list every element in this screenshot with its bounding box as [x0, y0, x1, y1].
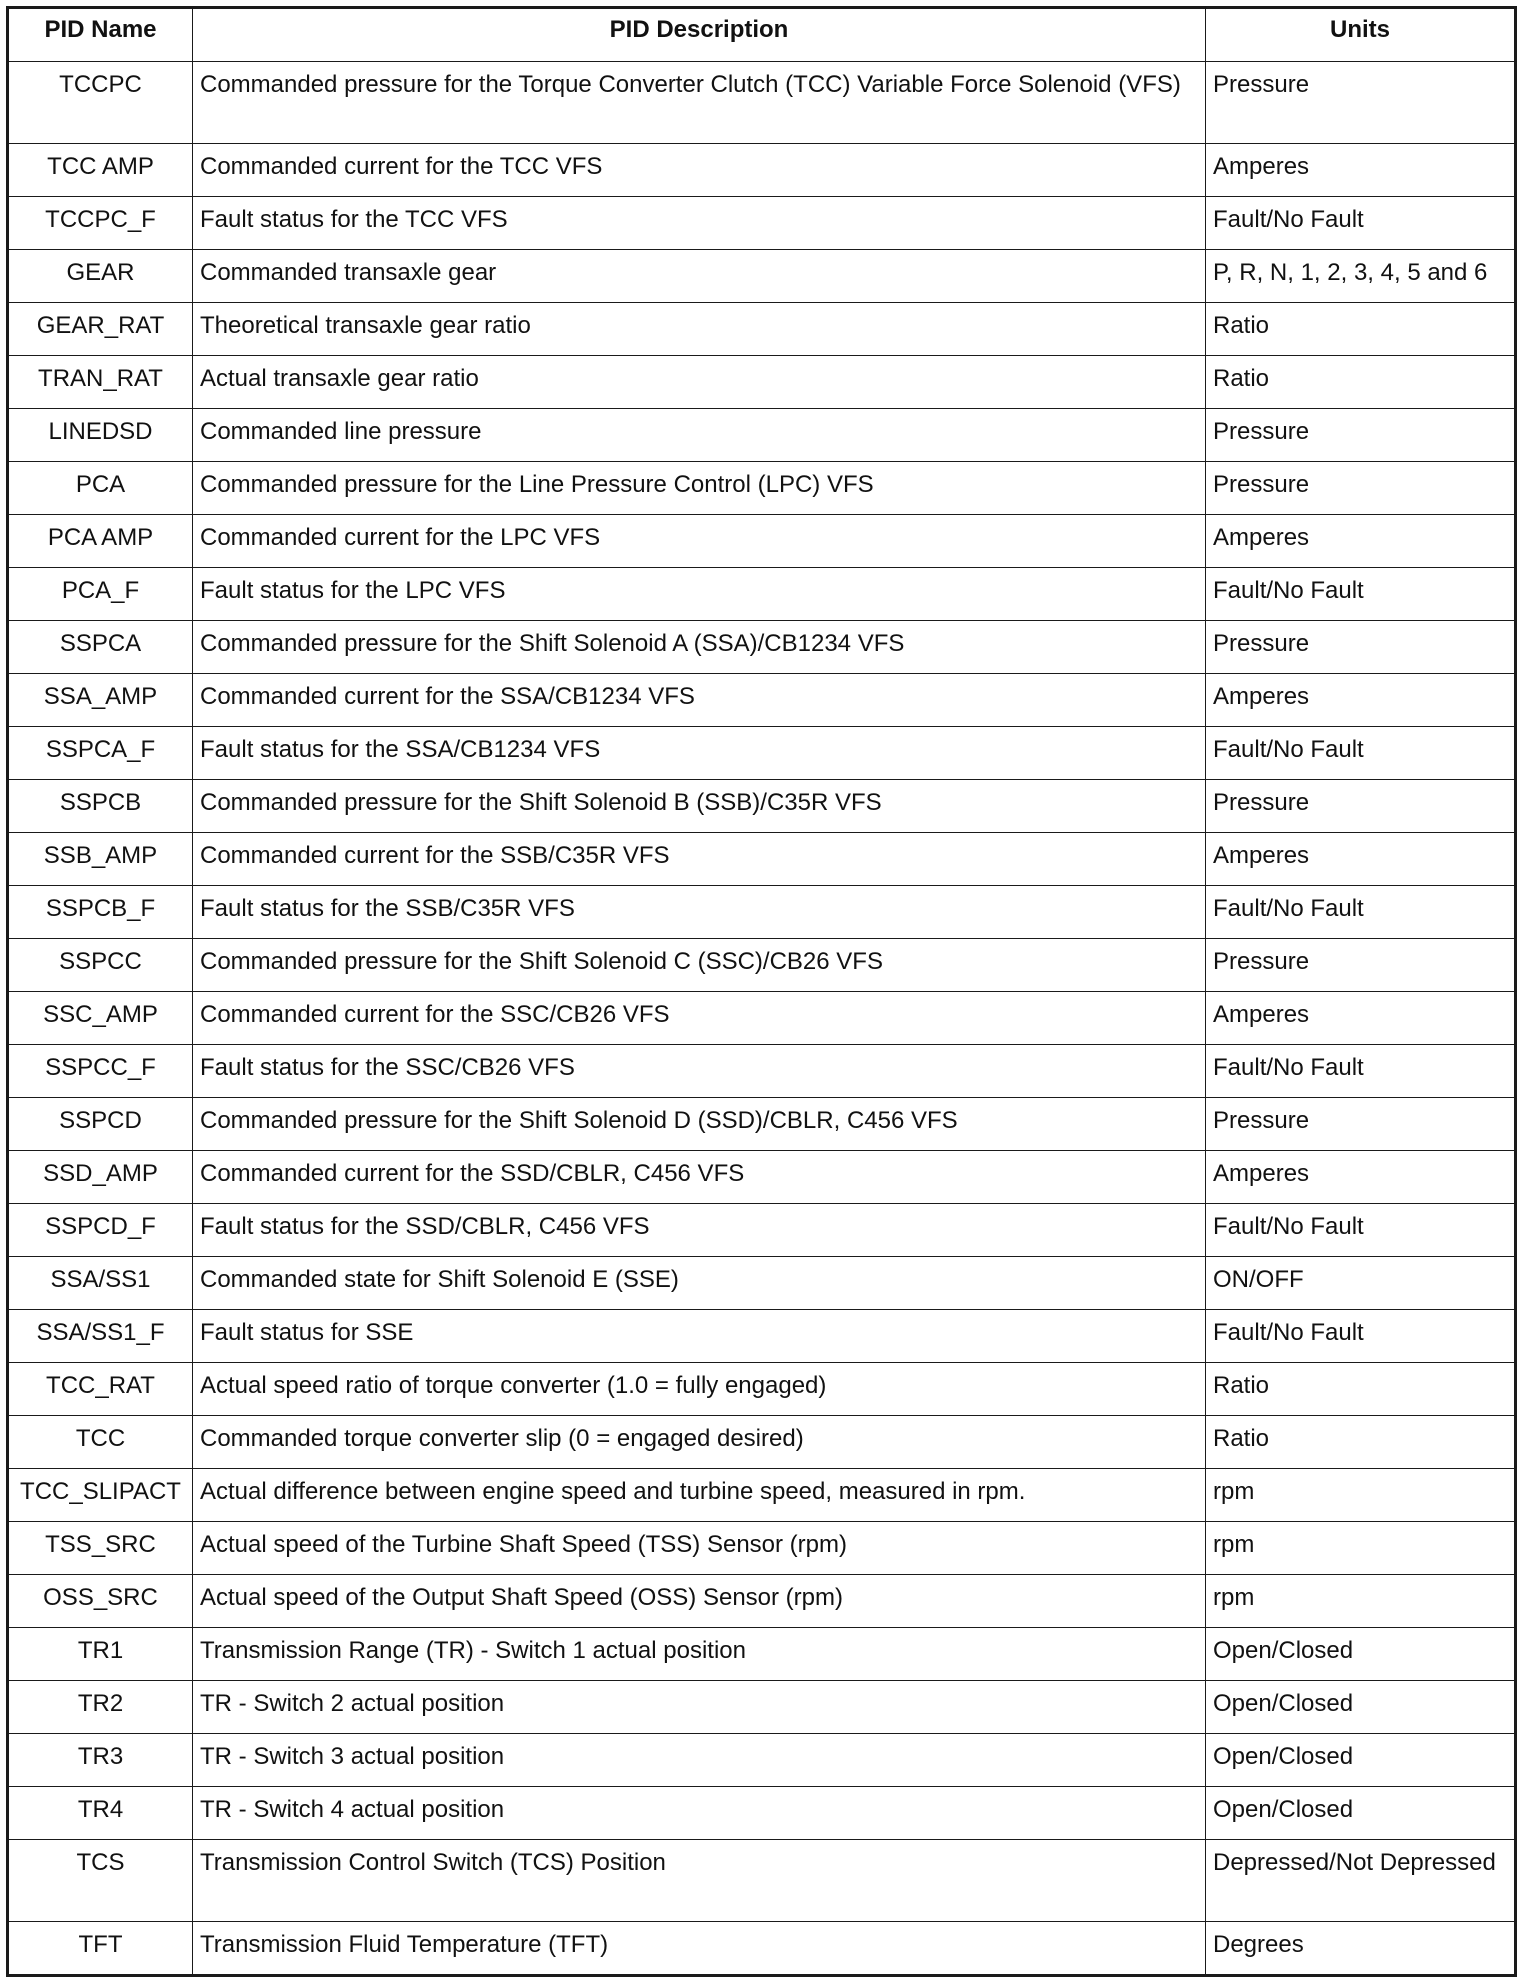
table-row — [8, 409, 1516, 462]
pid-name-cell: SSB_AMP — [8, 833, 193, 886]
pid-description-cell: Fault status for the SSB/C35R VFS — [193, 886, 1206, 939]
pid-units-cell: Open/Closed — [1206, 1787, 1516, 1840]
pid-name-cell: SSA/SS1 — [8, 1257, 193, 1310]
pid-description-cell: Fault status for the SSC/CB26 VFS — [193, 1045, 1206, 1098]
header-pid-description: PID Description — [193, 8, 1206, 62]
pid-units-cell: Amperes — [1206, 833, 1516, 886]
header-row — [8, 8, 1516, 62]
pid-description-cell: TR - Switch 2 actual position — [193, 1681, 1206, 1734]
pid-name-cell: PCA — [8, 462, 193, 515]
pid-units-cell: Amperes — [1206, 144, 1516, 197]
pid-units-cell: Depressed/Not Depressed — [1206, 1840, 1516, 1922]
table-row — [8, 1045, 1516, 1098]
pid-units-cell: Ratio — [1206, 1416, 1516, 1469]
pid-description-cell: Commanded current for the SSC/CB26 VFS — [193, 992, 1206, 1045]
table-row — [8, 780, 1516, 833]
table-row — [8, 1681, 1516, 1734]
pid-units-cell: Fault/No Fault — [1206, 197, 1516, 250]
pid-description-cell: Commanded pressure for the Shift Solenoid B (SSB)/C35R VFS — [193, 780, 1206, 833]
table-row — [8, 462, 1516, 515]
pid-name-cell: TSS_SRC — [8, 1522, 193, 1575]
pid-description-cell: Transmission Range (TR) - Switch 1 actual position — [193, 1628, 1206, 1681]
table-row — [8, 1416, 1516, 1469]
pid-description-cell: Theoretical transaxle gear ratio — [193, 303, 1206, 356]
pid-description-cell: Actual transaxle gear ratio — [193, 356, 1206, 409]
pid-units-cell: Ratio — [1206, 356, 1516, 409]
pid-units-cell: rpm — [1206, 1469, 1516, 1522]
pid-units-cell: P, R, N, 1, 2, 3, 4, 5 and 6 — [1206, 250, 1516, 303]
pid-name-cell: TFT — [8, 1922, 193, 1976]
table-row — [8, 568, 1516, 621]
pid-description-cell: Commanded pressure for the Torque Converter Clutch (TCC) Variable Force Solenoid (VFS) — [193, 62, 1206, 144]
pid-name-cell: TR2 — [8, 1681, 193, 1734]
header-pid-name: PID Name — [8, 8, 193, 62]
pid-table — [6, 6, 1517, 1977]
pid-name-cell: SSPCA_F — [8, 727, 193, 780]
pid-name-cell: TCC_RAT — [8, 1363, 193, 1416]
table-row — [8, 1363, 1516, 1416]
pid-table-container — [6, 6, 1517, 1977]
pid-name-cell: TCS — [8, 1840, 193, 1922]
pid-units-cell: Pressure — [1206, 1098, 1516, 1151]
header-units: Units — [1206, 8, 1516, 62]
pid-name-cell: SSC_AMP — [8, 992, 193, 1045]
pid-name-cell: TCC_SLIPACT — [8, 1469, 193, 1522]
pid-description-cell: Actual speed of the Turbine Shaft Speed (TSS) Sensor (rpm) — [193, 1522, 1206, 1575]
table-row — [8, 1151, 1516, 1204]
pid-description-cell: TR - Switch 4 actual position — [193, 1787, 1206, 1840]
table-row — [8, 144, 1516, 197]
pid-name-cell: TCCPC — [8, 62, 193, 144]
pid-name-cell: GEAR_RAT — [8, 303, 193, 356]
pid-description-cell: Fault status for the SSD/CBLR, C456 VFS — [193, 1204, 1206, 1257]
pid-units-cell: Fault/No Fault — [1206, 1045, 1516, 1098]
pid-description-cell: Transmission Control Switch (TCS) Position — [193, 1840, 1206, 1922]
pid-units-cell: Pressure — [1206, 462, 1516, 515]
pid-name-cell: OSS_SRC — [8, 1575, 193, 1628]
pid-units-cell: Fault/No Fault — [1206, 1204, 1516, 1257]
table-row — [8, 621, 1516, 674]
table-row — [8, 356, 1516, 409]
pid-units-cell: Fault/No Fault — [1206, 1310, 1516, 1363]
table-row — [8, 727, 1516, 780]
pid-name-cell: SSPCB — [8, 780, 193, 833]
pid-units-cell: Fault/No Fault — [1206, 568, 1516, 621]
pid-units-cell: Amperes — [1206, 674, 1516, 727]
table-row — [8, 303, 1516, 356]
table-row — [8, 1575, 1516, 1628]
pid-name-cell: SSPCC_F — [8, 1045, 193, 1098]
pid-units-cell: Open/Closed — [1206, 1628, 1516, 1681]
pid-units-cell: Pressure — [1206, 780, 1516, 833]
pid-description-cell: Actual difference between engine speed and turbine speed, measured in rpm. — [193, 1469, 1206, 1522]
pid-units-cell: Ratio — [1206, 1363, 1516, 1416]
pid-name-cell: SSPCD — [8, 1098, 193, 1151]
pid-description-cell: Commanded pressure for the Shift Solenoid A (SSA)/CB1234 VFS — [193, 621, 1206, 674]
pid-units-cell: Pressure — [1206, 621, 1516, 674]
table-row — [8, 1840, 1516, 1922]
table-row — [8, 1098, 1516, 1151]
pid-description-cell: Fault status for the SSA/CB1234 VFS — [193, 727, 1206, 780]
pid-description-cell: Commanded pressure for the Shift Solenoid C (SSC)/CB26 VFS — [193, 939, 1206, 992]
table-row — [8, 1469, 1516, 1522]
table-row — [8, 197, 1516, 250]
pid-units-cell: Open/Closed — [1206, 1734, 1516, 1787]
pid-description-cell: Commanded current for the SSB/C35R VFS — [193, 833, 1206, 886]
pid-name-cell: PCA_F — [8, 568, 193, 621]
pid-name-cell: TCCPC_F — [8, 197, 193, 250]
table-row — [8, 250, 1516, 303]
table-row — [8, 1787, 1516, 1840]
pid-units-cell: Amperes — [1206, 515, 1516, 568]
pid-units-cell: Fault/No Fault — [1206, 886, 1516, 939]
table-row — [8, 939, 1516, 992]
pid-description-cell: Commanded current for the SSA/CB1234 VFS — [193, 674, 1206, 727]
table-row — [8, 886, 1516, 939]
table-row — [8, 1522, 1516, 1575]
table-row — [8, 992, 1516, 1045]
pid-units-cell: Fault/No Fault — [1206, 727, 1516, 780]
table-row — [8, 1257, 1516, 1310]
pid-name-cell: SSPCD_F — [8, 1204, 193, 1257]
pid-name-cell: SSPCC — [8, 939, 193, 992]
pid-name-cell: SSA/SS1_F — [8, 1310, 193, 1363]
pid-name-cell: TCC AMP — [8, 144, 193, 197]
pid-name-cell: TR4 — [8, 1787, 193, 1840]
pid-description-cell: Actual speed of the Output Shaft Speed (OSS) Sensor (rpm) — [193, 1575, 1206, 1628]
table-row — [8, 1628, 1516, 1681]
pid-units-cell: Open/Closed — [1206, 1681, 1516, 1734]
pid-description-cell: Fault status for the LPC VFS — [193, 568, 1206, 621]
pid-description-cell: TR - Switch 3 actual position — [193, 1734, 1206, 1787]
table-row — [8, 1204, 1516, 1257]
pid-description-cell: Commanded torque converter slip (0 = engaged desired) — [193, 1416, 1206, 1469]
table-row — [8, 515, 1516, 568]
pid-name-cell: TCC — [8, 1416, 193, 1469]
pid-units-cell: Amperes — [1206, 1151, 1516, 1204]
pid-description-cell: Transmission Fluid Temperature (TFT) — [193, 1922, 1206, 1976]
pid-units-cell: rpm — [1206, 1575, 1516, 1628]
pid-description-cell: Commanded current for the LPC VFS — [193, 515, 1206, 568]
pid-units-cell: rpm — [1206, 1522, 1516, 1575]
pid-description-cell: Fault status for the TCC VFS — [193, 197, 1206, 250]
pid-units-cell: Degrees — [1206, 1922, 1516, 1976]
pid-name-cell: PCA AMP — [8, 515, 193, 568]
table-row — [8, 1310, 1516, 1363]
pid-units-cell: Ratio — [1206, 303, 1516, 356]
table-row — [8, 1922, 1516, 1976]
pid-description-cell: Commanded state for Shift Solenoid E (SSE) — [193, 1257, 1206, 1310]
pid-description-cell: Commanded pressure for the Shift Solenoid D (SSD)/CBLR, C456 VFS — [193, 1098, 1206, 1151]
pid-name-cell: GEAR — [8, 250, 193, 303]
pid-description-cell: Commanded pressure for the Line Pressure Control (LPC) VFS — [193, 462, 1206, 515]
pid-name-cell: SSPCA — [8, 621, 193, 674]
pid-units-cell: Pressure — [1206, 62, 1516, 144]
pid-name-cell: SSD_AMP — [8, 1151, 193, 1204]
pid-name-cell: TR3 — [8, 1734, 193, 1787]
table-row — [8, 833, 1516, 886]
table-row — [8, 1734, 1516, 1787]
pid-description-cell: Actual speed ratio of torque converter (1.0 = fully engaged) — [193, 1363, 1206, 1416]
pid-units-cell: Pressure — [1206, 939, 1516, 992]
pid-description-cell: Fault status for SSE — [193, 1310, 1206, 1363]
pid-description-cell: Commanded current for the TCC VFS — [193, 144, 1206, 197]
pid-description-cell: Commanded current for the SSD/CBLR, C456 VFS — [193, 1151, 1206, 1204]
pid-name-cell: LINEDSD — [8, 409, 193, 462]
table-row — [8, 674, 1516, 727]
pid-units-cell: ON/OFF — [1206, 1257, 1516, 1310]
pid-description-cell: Commanded transaxle gear — [193, 250, 1206, 303]
table-row — [8, 62, 1516, 144]
pid-units-cell: Pressure — [1206, 409, 1516, 462]
pid-units-cell: Amperes — [1206, 992, 1516, 1045]
pid-name-cell: SSPCB_F — [8, 886, 193, 939]
pid-name-cell: TRAN_RAT — [8, 356, 193, 409]
pid-name-cell: TR1 — [8, 1628, 193, 1681]
pid-description-cell: Commanded line pressure — [193, 409, 1206, 462]
pid-name-cell: SSA_AMP — [8, 674, 193, 727]
